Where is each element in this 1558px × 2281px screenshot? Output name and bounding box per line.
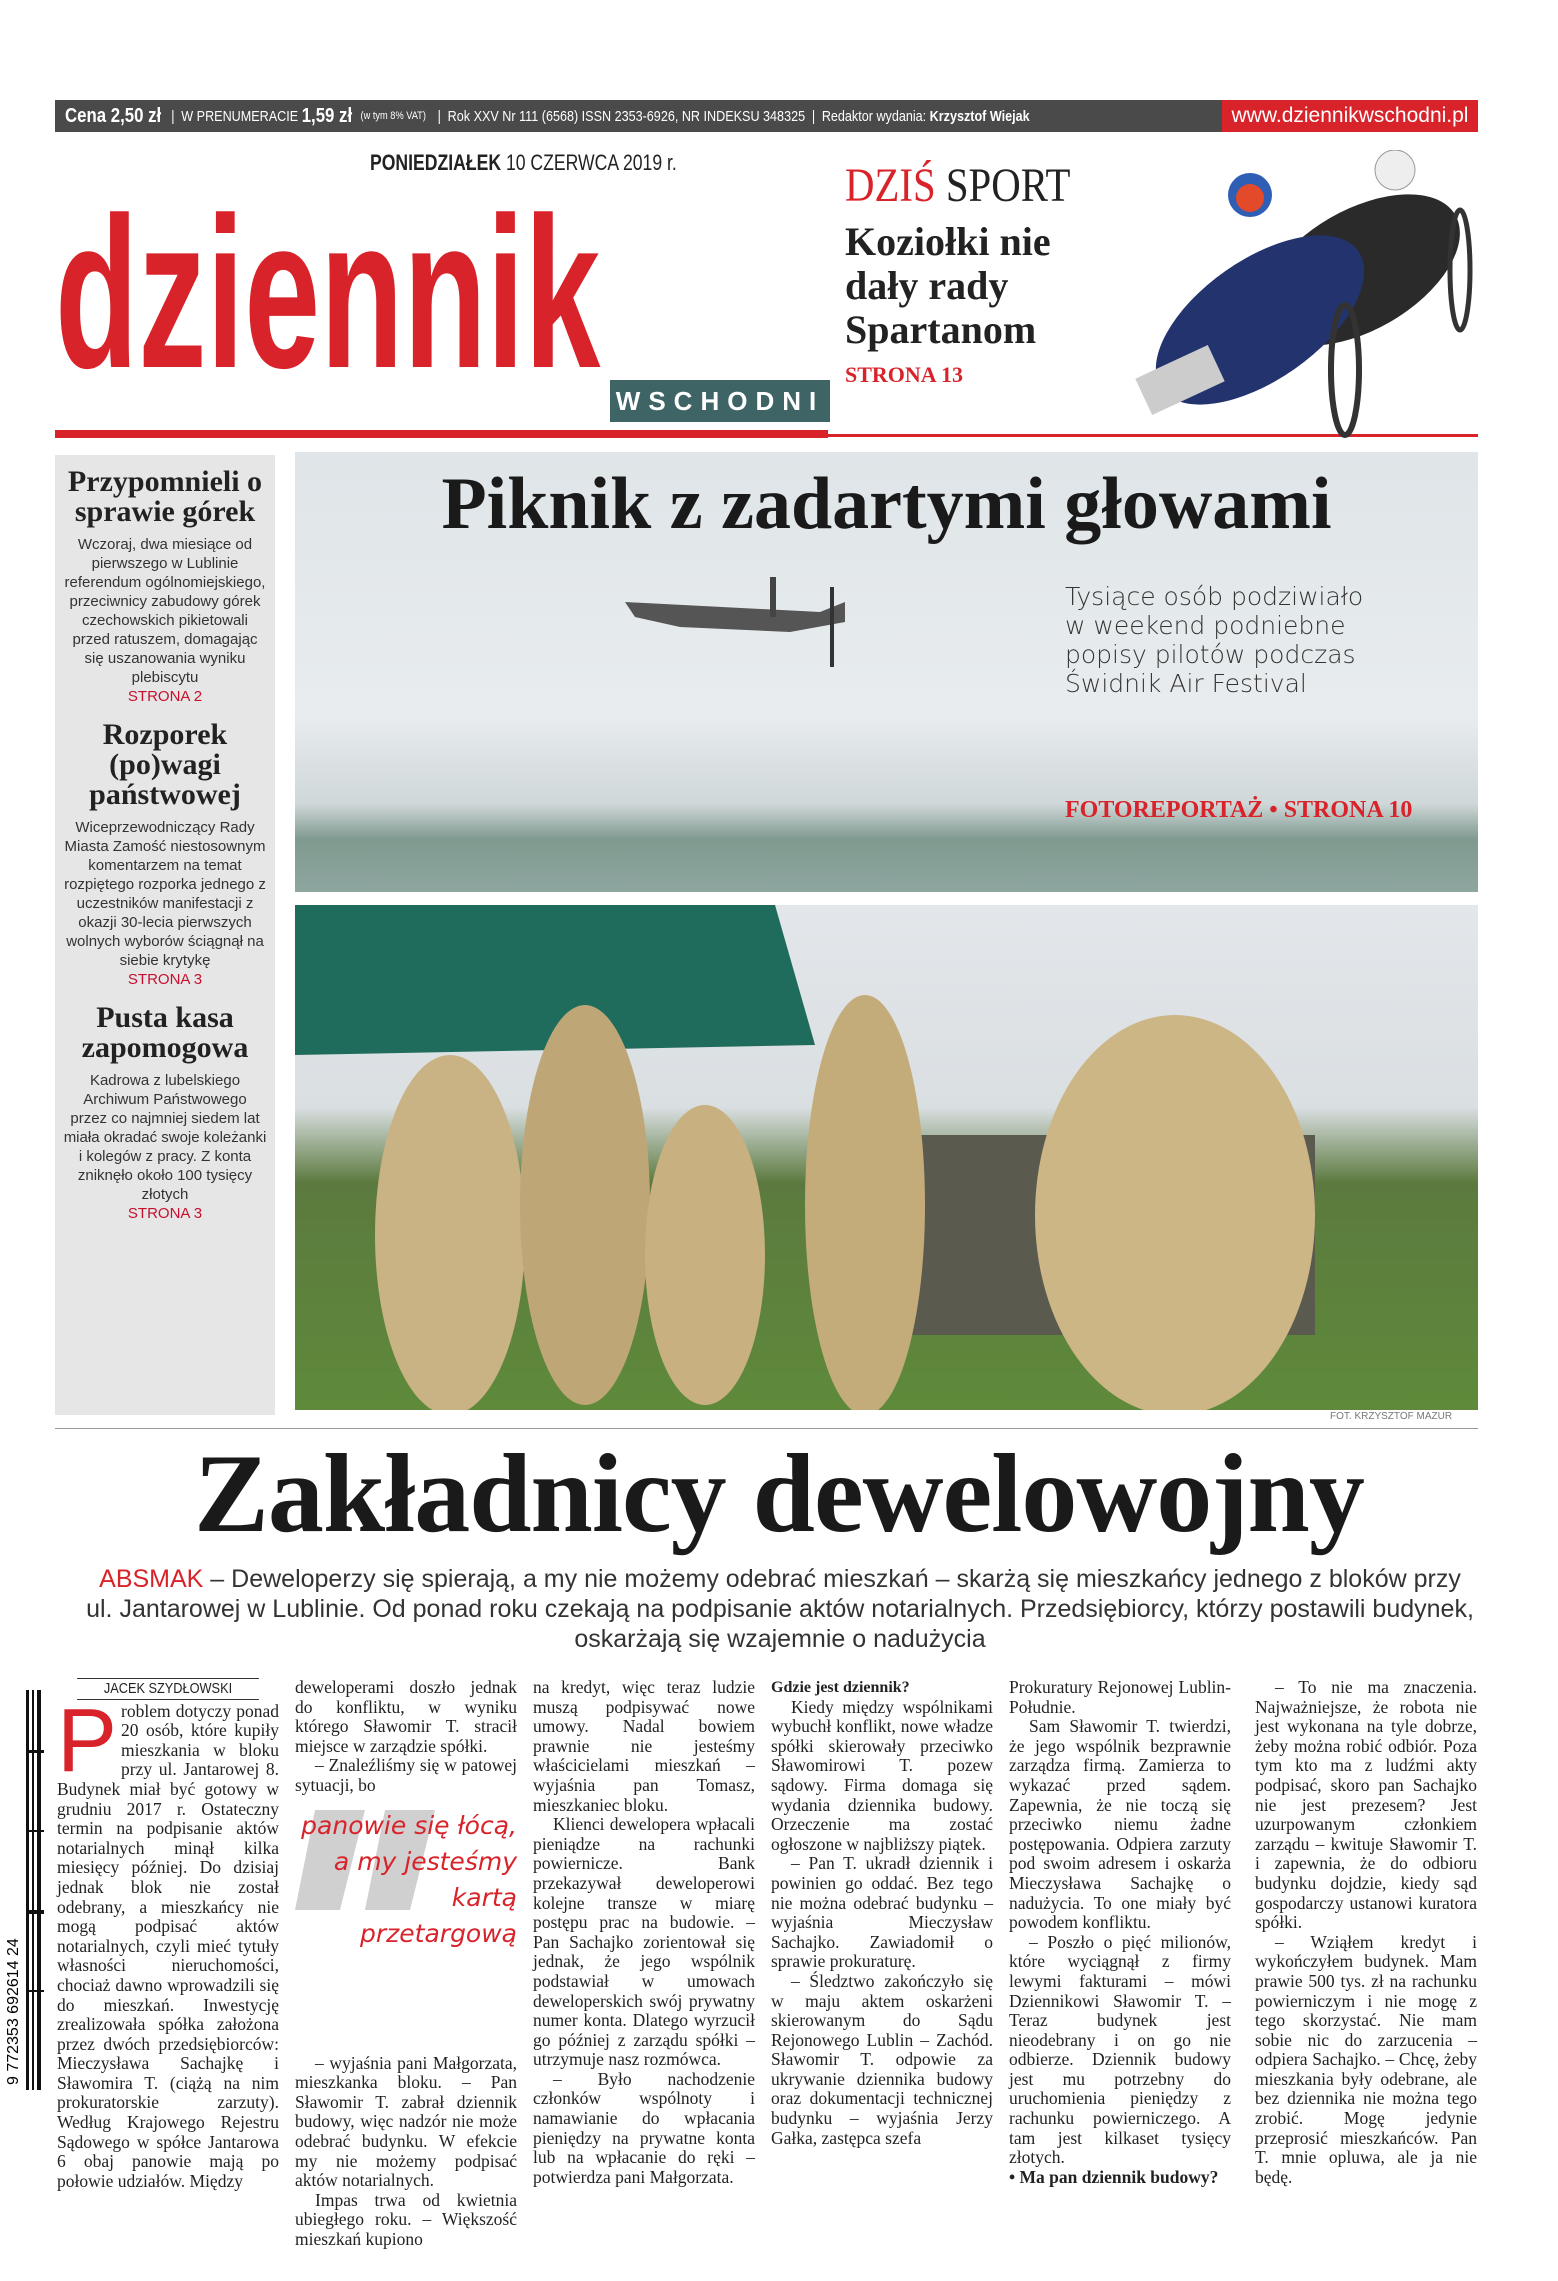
teaser-page-ref: STRONA 3 bbox=[127, 971, 203, 988]
paragraph: – Znaleźliśmy się w patowej sytuacji, bo bbox=[295, 1755, 517, 1795]
feature-title[interactable]: Piknik z zadartymi głowami bbox=[441, 463, 1332, 545]
article-column-2 bbox=[295, 1678, 517, 2250]
article-column-4 bbox=[771, 1678, 993, 2148]
paragraph: – wyjaśnia pani Małgorzata, mieszkanka bloku. – Pan Sławomir T. zabrał dziennik budowy, więc nadzór nie może odebrać budynku. W efekcie my nie możemy podpisać aktów notarialnych. bbox=[295, 2052, 517, 2191]
article-kicker: ABSMAK bbox=[99, 1565, 204, 1593]
issue-info: Rok XXV Nr 111 (6568) ISSN 2353-6926, NR INDEKSU 348325 bbox=[447, 107, 806, 125]
subscription-label: W PRENUMERACIE bbox=[181, 107, 299, 125]
teaser-page-ref: STRONA 2 bbox=[127, 688, 203, 705]
paragraph: – Śledztwo zakończyło się w maju aktem oskarżeni skierowanym do Sądu Rejonowego Lublin – Zachód. Sławomir T. odpowie za ukrywanie dziennika budowy oraz dokumentacji technicznej budynku – wyjaśnia Jerzy Gałka, zastępca szefa bbox=[771, 1970, 993, 2148]
paragraph: – Poszło o pięć milionów, które wyciągnął z firmy lewymi fakturami – mówi Dziennikowi Sławomir T. – Teraz budynek jest nieodebrany i on go nie odbierze. Dziennik budowy jest mu potrzebny do uruchomienia pieniędzy z rachunku powierniczego. A tam jest kilkaset tysięcy złotych. bbox=[1009, 1931, 1231, 2168]
pull-quote bbox=[295, 1800, 517, 2050]
teaser[interactable] bbox=[63, 467, 267, 706]
paragraph: Sam Sławomir T. twierdzi, że jego wspólnik bezprawnie zarządza firmą. Zamierza to wykazać przed sądem. Zapewnia, że nie toczą się przeciwko niemu żadne postępowania. Odpiera zarzuty pod swoim adresem i oskarża Mieczysława Sachajkę o nadużycia. To one miały być powodem konfliktu. bbox=[1009, 1716, 1231, 1933]
paragraph: Kiedy między wspólnikami wybuchł konflikt, nowe władze spółki skierowały przeciwko Sławomirowi T. pozew sądowy. Firma domaga się wydania dziennika budowy. Orzeczenie ma zostać ogłoszone w najbliższy piątek. bbox=[771, 1696, 993, 1854]
airplane-icon bbox=[620, 562, 850, 672]
article-lead bbox=[85, 1564, 1475, 1654]
paragraph: – Było nachodzenie członków wspólnoty i namawianie do wpłacania pieniędzy na prywatne konta lub na wpłacanie do ręki – potwierdza pani Małgorzata. bbox=[533, 2068, 755, 2187]
website-link[interactable]: www.dziennikwschodni.pl bbox=[1222, 100, 1478, 132]
lead-text: – Deweloperzy się spierają, a my nie możemy odebrać mieszkań – skarżą się mieszkańcy jednego z bloków przy ul. Jantarowej w Lublinie. Od ponad roku czekają na podpisanie aktów notarialnych. Przedsiębiorcy, którzy postawili budynek, oskarżają się wzajemnie o nadużycia bbox=[86, 1565, 1474, 1653]
airshow-photo bbox=[295, 452, 1478, 892]
feature-lead: Tysiące osób podziwiało w weekend podniebne popisy pilotów podczas Świdnik Air Festival bbox=[1065, 582, 1364, 698]
sport-teaser-title[interactable]: Koziołki nie dały rady Spartanom bbox=[845, 219, 1051, 352]
paragraph: – Wziąłem kredyt i wykończyłem budynek. Mam prawie 500 tys. zł na rachunku powierniczym i nie mogę z tego skorzystać. Nie mam sobie nic do zarzucenia – odpiera Sachajko. – Chcę, żeby mieszkania były odebrane, ale bez dziennika nie można tego zrobić. Mogę jedynie przeprosić mieszkańców. Pan T. mnie opluwa, ale ja nie będę. bbox=[1255, 1931, 1477, 2187]
teaser-text: Kadrowa z lubelskiego Archiwum Państwowego przez co najmniej siedem lat miała okradać swoje koleżanki i kolegów z pracy. Z konta zniknęło około 100 tysięcy złotych bbox=[63, 1072, 267, 1203]
article-column-1 bbox=[57, 1678, 279, 2191]
sport-page-ref[interactable]: STRONA 13 bbox=[845, 362, 963, 387]
drop-cap: P bbox=[57, 1690, 118, 1791]
subscription-price: 1,59 zł bbox=[301, 104, 353, 127]
photo-people-illustration bbox=[295, 905, 1478, 1410]
date: 10 CZERWCA 2019 r. bbox=[505, 150, 677, 175]
kicker-today: DZIŚ bbox=[845, 159, 936, 212]
masthead-logo-wrap bbox=[55, 172, 601, 413]
teaser-text: Wiceprzewodniczący Rady Miasta Zamość niestosownym komentarzem na temat rozpiętego rozporka jednego z uczestników manifestacji z okazji 30-lecia pierwszych wolnych wyborów ściągnął na siebie krytykę bbox=[64, 819, 266, 969]
teaser[interactable] bbox=[63, 1003, 267, 1223]
article-column-5 bbox=[1009, 1678, 1231, 2187]
divider bbox=[55, 1428, 1478, 1429]
paragraph: na kredyt, więc teraz ludzie muszą podpisywać nowe umowy. Nadal bowiem prawnie nie jesteśmy właścicielami mieszkań – wyjaśnia pan Tomasz, mieszkaniec bloku. bbox=[533, 1677, 755, 1815]
paragraph: Klienci dewelopera wpłacali pieniądze na rachunki powiernicze. Bank przekazywał deweloperowi kolejne transze w miarę postępu prac na budowie. – Pan Sachajko zorientował się jednak, że jego wspólnik podstawiał w umowach deweloperskich swój prywatny numer konta. Dlatego wyrzucił go później z zarządu spółki – utrzymuje nasz rozmówca. bbox=[533, 1814, 755, 2070]
masthead-subtitle: WSCHODNI bbox=[610, 380, 830, 422]
paragraph: roblem dotyczy ponad 20 osób, które kupiły mieszkania w bloku przy ul. Jantarowej 8. Budynek miał być gotowy w grudniu 2017 r. Ostateczny termin na podpisanie aktów notarialnych minął kilka miesięcy później. Do dzisiaj jednak blok nie został odebrany, a mieszkańcy nie mogą podpisać aktów notarialnych, czyli mieć tytuły własności nieruchomości, chociaż dawno wprowadzili się do mieszkań. Inwestycję zrealizowała spółka założona przez dwóch przedsiębiorców: Mieczysława Sachajkę i Sławomira T. (ciążą na nim prokuratorskie zarzuty). Według Krajowego Rejestru Sądowego w spółce Jantarowa 6 obaj panowie mają po połowie udziałów. Między bbox=[57, 1700, 279, 2191]
pull-quote-text: panowie się łócą, a my jesteśmy kartą przetargową bbox=[301, 1810, 517, 1948]
masthead-logo: dziennik bbox=[55, 172, 601, 413]
teaser-title: Rozporek (po)wagi państwowej bbox=[89, 718, 241, 811]
editor-name: Krzysztof Wiejak bbox=[929, 107, 1030, 125]
teaser[interactable] bbox=[63, 720, 267, 989]
spectators-photo bbox=[295, 905, 1478, 1410]
paragraph: Prokuratury Rejonowej Lublin-Południe. bbox=[1009, 1677, 1231, 1717]
paragraph: deweloperami doszło jednak do konfliktu, w wyniku którego Sławomir T. stracił miejsce w zarządzie spółki. bbox=[295, 1677, 517, 1756]
feature-page-ref[interactable]: FOTOREPORTAŻ • STRONA 10 bbox=[1065, 797, 1413, 823]
masthead-rule bbox=[55, 430, 828, 438]
byline: JACEK SZYDŁOWSKI bbox=[77, 1678, 259, 1700]
paragraph: Impas trwa od kwietnia ubiegłego roku. – Większość mieszkań kupiono bbox=[295, 2189, 517, 2249]
teaser-text: Wczoraj, dwa miesiące od pierwszego w Lublinie referendum ogólnomiejskiego, przeciwnicy zabudowy górek czechowskich pikietowali przed ratuszem, domagając się uszanowania wyniku plebiscytu bbox=[64, 536, 266, 686]
kicker-sport: SPORT bbox=[945, 159, 1071, 212]
sidebar-teasers bbox=[55, 455, 275, 1415]
speedway-riders-photo bbox=[1010, 150, 1480, 440]
teaser-title: Pusta kasa zapomogowa bbox=[81, 1001, 249, 1064]
vat-note: (w tym 8% VAT) bbox=[360, 110, 426, 122]
teaser-page-ref: STRONA 3 bbox=[127, 1205, 203, 1222]
teaser-title: Przypomnieli o sprawie górek bbox=[67, 465, 263, 528]
subheading: Gdzie jest dziennik? bbox=[771, 1679, 910, 1696]
article-column-3 bbox=[533, 1678, 755, 2187]
article-column-6 bbox=[1255, 1678, 1477, 2187]
weekday: PONIEDZIAŁEK bbox=[370, 150, 502, 175]
barcode-number: 9 772353 692614 24 bbox=[5, 1938, 22, 2085]
editor-label: Redaktor wydania: bbox=[821, 107, 927, 125]
paragraph: – To nie ma znaczenia. Najważniejsze, że robota nie jest wykonana na tyle dobrze, żeby można robić odbiór. Poza tym kto ma z ludźmi akty podpisać, skoro pan Sachajko nie jest prezesem? Jest uzurpowanym członkiem zarządu – kwituje Sławomir T. i zapewnia, że do odbioru budynku dojdzie, kiedy sąd gospodarczy ustanowi kuratora spółki. bbox=[1255, 1677, 1477, 1933]
barcode bbox=[4, 1690, 44, 2090]
top-info-bar bbox=[55, 100, 1478, 132]
interview-question: • Ma pan dziennik budowy? bbox=[1009, 2166, 1219, 2187]
paragraph: – Pan T. ukradł dziennik i powinien go oddać. Bez tego nie można odebrać budynku – wyjaśnia Mieczysław Sachajko. Zawiadomił o sprawie prokuraturę. bbox=[771, 1853, 993, 1972]
top-info-content: Cena 2,50 zł | W PRENUMERACIE 1,59 zł (w tym 8% VAT) | Rok XXV Nr 111 (6568) ISSN 2353-6926, NR INDEKSU 348325 | Redaktor wydania: Krzysztof Wiejak bbox=[65, 104, 1030, 127]
main-headline[interactable]: Zakładnicy dewelowojny bbox=[194, 1432, 1364, 1556]
price: Cena 2,50 zł bbox=[65, 104, 162, 127]
photo-credit: FOT. KRZYSZTOF MAZUR bbox=[1330, 1411, 1453, 1422]
